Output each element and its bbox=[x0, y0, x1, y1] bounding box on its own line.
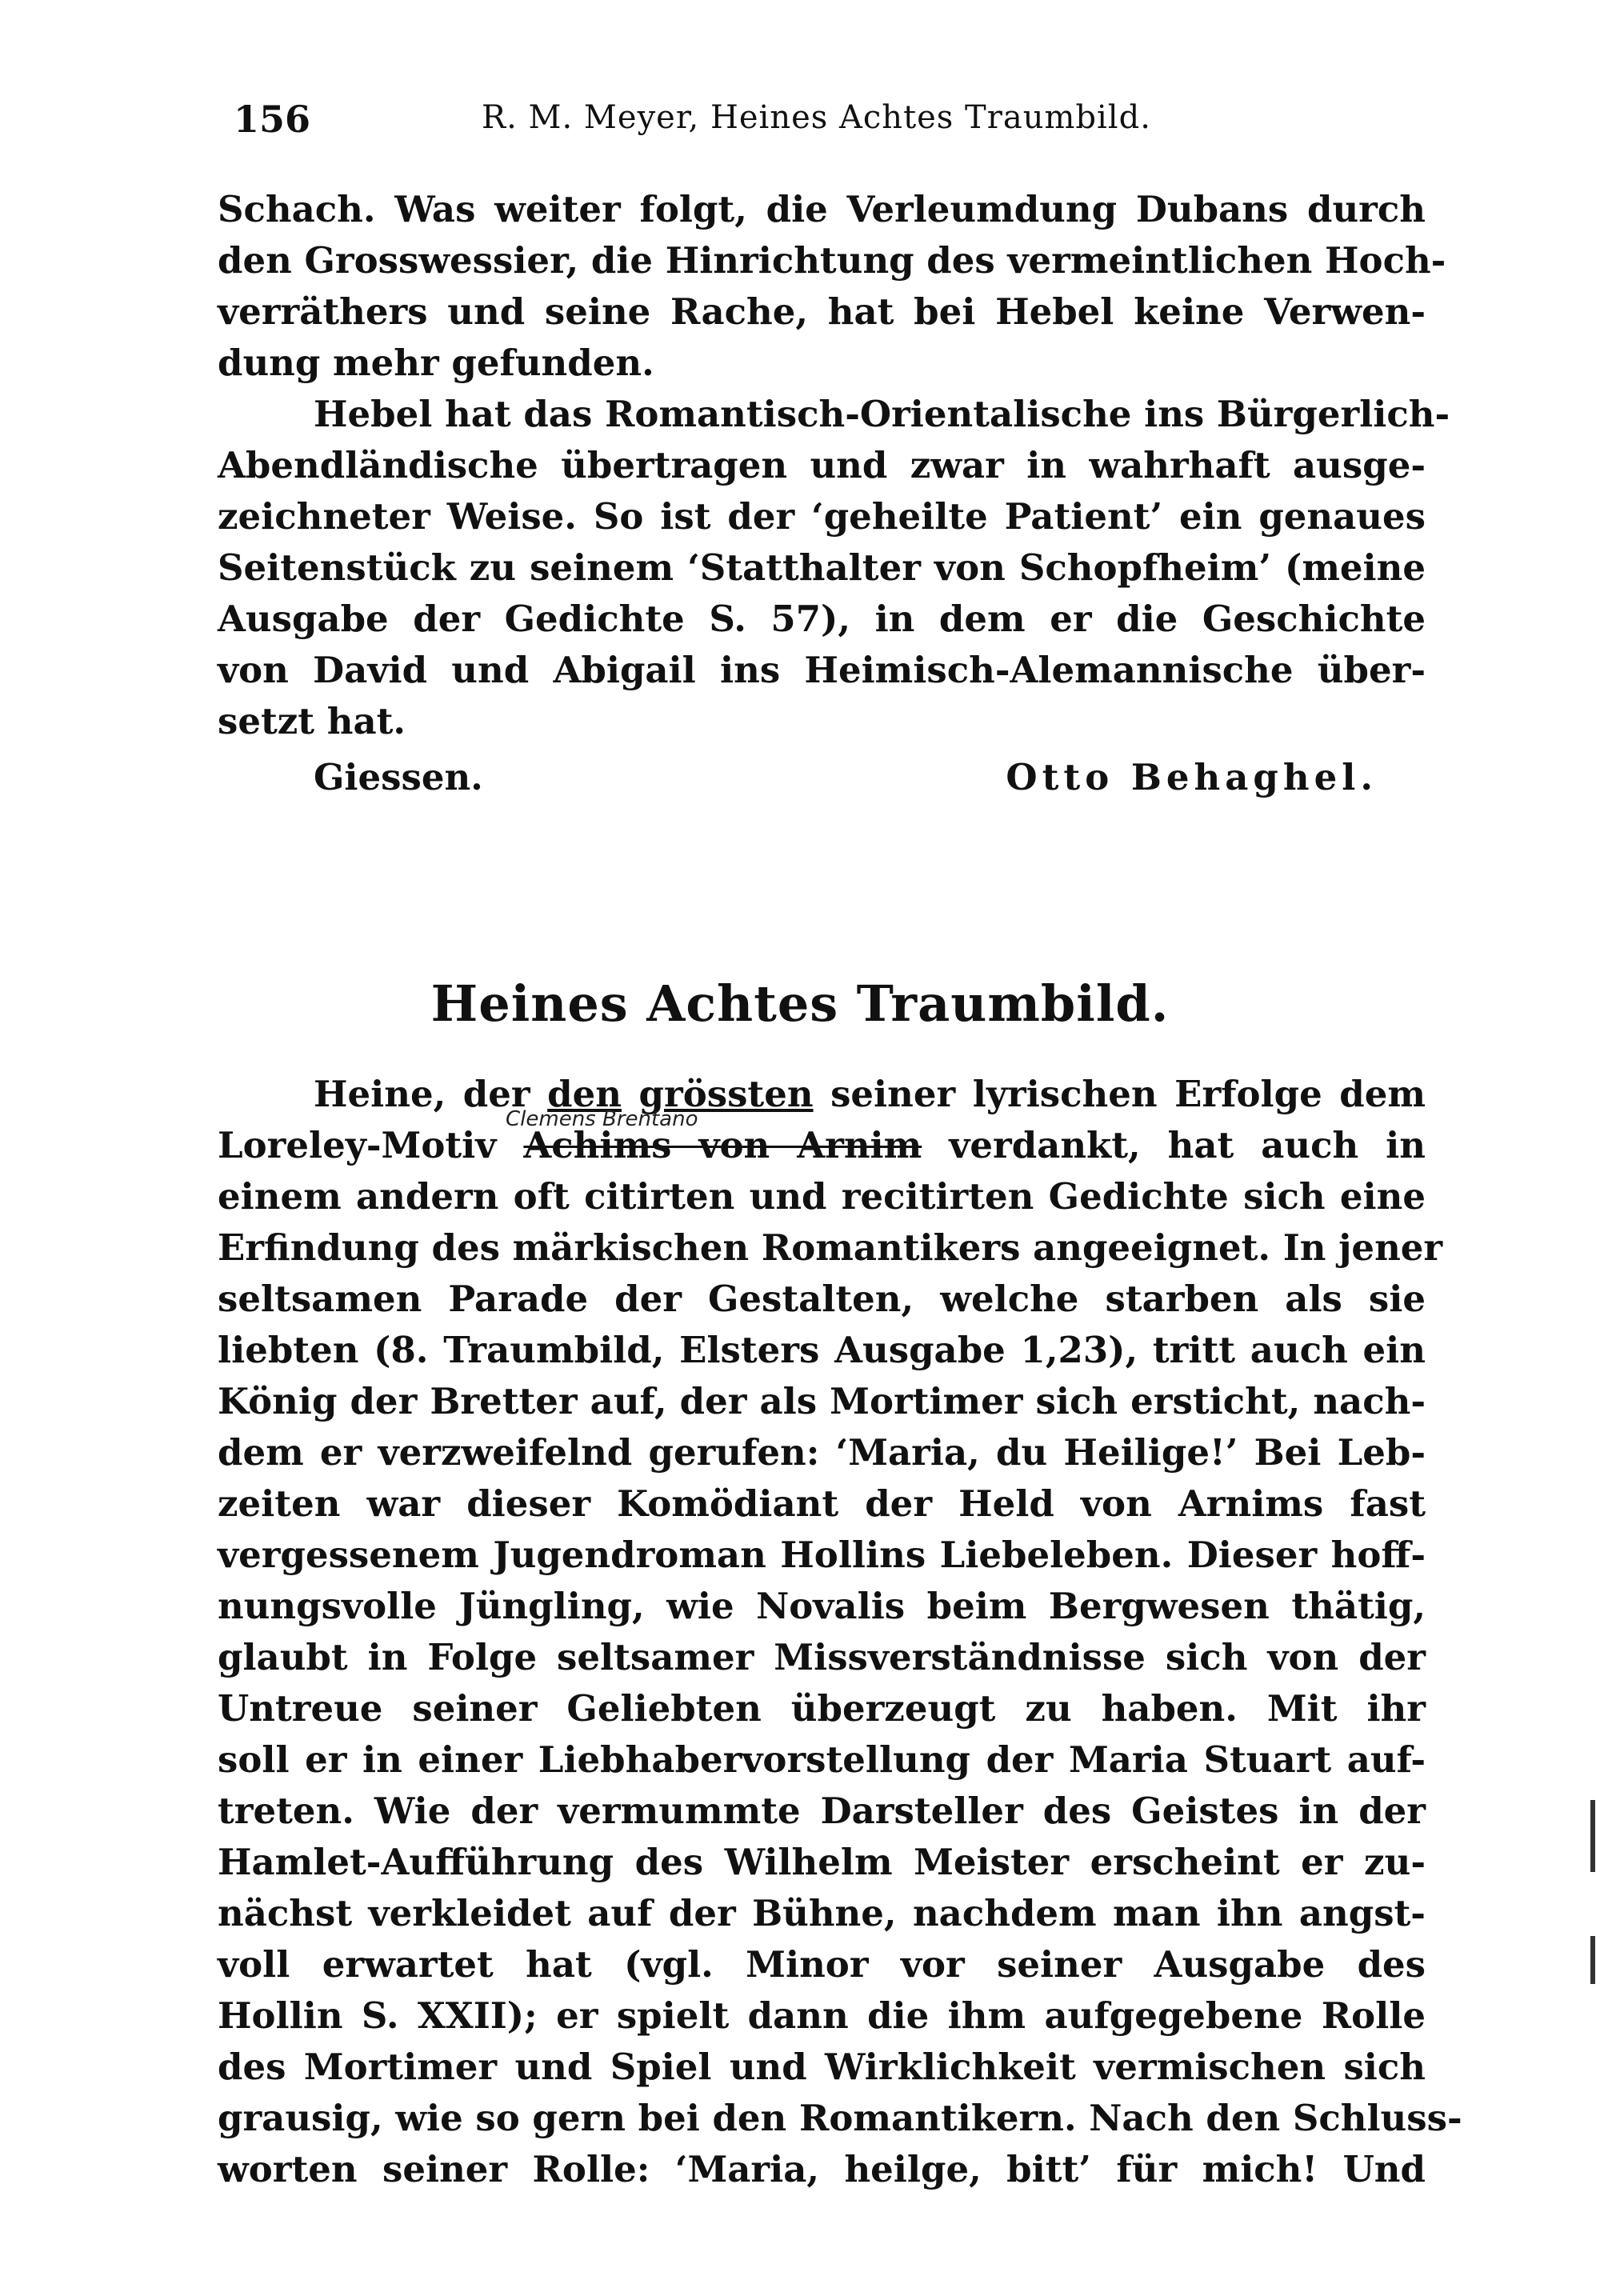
text-line: von David und Abigail ins Heimisch-Alemannische über- bbox=[218, 649, 1426, 691]
text-line: dem er verzweifelnd gerufen: ‘Maria, du Heilige!’ Bei Leb- bbox=[218, 1431, 1426, 1474]
text-line: Schach. Was weiter folgt, die Verleumdung Dubans durch bbox=[218, 188, 1426, 230]
text-line: worten seiner Rolle: ‘Maria, heilge, bitt’ für mich! Und bbox=[218, 2148, 1426, 2190]
signoff-author: Otto Behaghel. bbox=[1006, 756, 1378, 798]
text-line: Hebel hat das Romantisch-Orientalische ins Bürgerlich- bbox=[314, 393, 1450, 435]
page-number: 156 bbox=[234, 98, 311, 141]
underlined-word: den bbox=[547, 1073, 622, 1115]
text-line: liebten (8. Traumbild, Elsters Ausgabe 1,23), tritt auch ein bbox=[218, 1329, 1426, 1371]
text-line: treten. Wie der vermummte Darsteller des Geistes in der bbox=[218, 1790, 1426, 1832]
text-line: Hollin S. XXII); er spielt dann die ihm aufgegebene Rolle bbox=[218, 1994, 1426, 2037]
text-line: Abendländische übertragen und zwar in wahrhaft ausge- bbox=[218, 444, 1426, 486]
signoff-place: Giessen. bbox=[314, 756, 483, 798]
underlined-word: grössten bbox=[638, 1073, 814, 1115]
signoff bbox=[218, 754, 1426, 802]
text-line: vergessenem Jugendroman Hollins Liebeleben. Dieser hoff- bbox=[218, 1534, 1426, 1576]
text-line: einem andern oft citirten und recitirten Gedichte sich eine bbox=[218, 1175, 1426, 1218]
text-line: Erfindung des märkischen Romantikers angeeignet. In jener bbox=[218, 1226, 1443, 1269]
text-line: des Mortimer und Spiel und Wirklichkeit vermischen sich bbox=[218, 2046, 1426, 2088]
text-line: König der Bretter auf, der als Mortimer sich ersticht, nach- bbox=[218, 1380, 1426, 1422]
scan-edge-mark bbox=[1590, 1936, 1595, 1984]
text-line: Untreue seiner Geliebten überzeugt zu haben. Mit ihr bbox=[218, 1687, 1426, 1730]
struck-text: Achims von Arnim bbox=[523, 1124, 922, 1166]
text-run: verdankt, hat auch in bbox=[922, 1124, 1426, 1166]
text-line: soll er in einer Liebhabervorstellung der Maria Stuart auf- bbox=[218, 1738, 1426, 1781]
text-line: Hamlet-Aufführung des Wilhelm Meister erscheint er zu- bbox=[218, 1841, 1426, 1883]
text-line: setzt hat. bbox=[218, 700, 406, 742]
page-header bbox=[234, 98, 1410, 154]
running-title: R. M. Meyer, Heines Achtes Traumbild. bbox=[482, 99, 1151, 136]
text-line: den Grosswessier, die Hinrichtung des vermeintlichen Hoch- bbox=[218, 239, 1446, 282]
text-line: voll erwartet hat (vgl. Minor vor seiner Ausgabe des bbox=[218, 1943, 1426, 1986]
handwritten-correction: Clemens Brentano bbox=[506, 1107, 698, 1131]
text-line-first bbox=[218, 1070, 1426, 1118]
text-line: dung mehr gefunden. bbox=[218, 342, 654, 384]
text-line: seltsamen Parade der Gestalten, welche starben als sie bbox=[218, 1278, 1426, 1320]
text-line: nungsvolle Jüngling, wie Novalis beim Bergwesen thätig, bbox=[218, 1585, 1426, 1627]
scan-edge-mark bbox=[1590, 1800, 1595, 1872]
text-line: verräthers und seine Rache, hat bei Hebel keine Verwen- bbox=[218, 290, 1426, 333]
text-run: Heine, der bbox=[314, 1073, 548, 1115]
text-line: grausig, wie so gern bei den Romantikern. Nach den Schluss- bbox=[218, 2097, 1462, 2139]
text-line-second bbox=[218, 1122, 1426, 1170]
text-run: seiner lyrischen Erfolge dem bbox=[813, 1073, 1426, 1115]
text-line: nächst verkleidet auf der Bühne, nachdem man ihn angst- bbox=[218, 1892, 1426, 1934]
article-title: Heines Achtes Traumbild. bbox=[430, 974, 1170, 1033]
text-line: zeichneter Weise. So ist der ‘geheilte Patient’ ein genaues bbox=[218, 495, 1426, 538]
text-line: Seitenstück zu seinem ‘Statthalter von Schopfheim’ (meine bbox=[218, 546, 1426, 589]
text-run: Loreley-Motiv bbox=[218, 1124, 524, 1166]
text-line: zeiten war dieser Komödiant der Held von Arnims fast bbox=[218, 1482, 1426, 1525]
text-line: Ausgabe der Gedichte S. 57), in dem er die Geschichte bbox=[218, 598, 1426, 640]
text-line: glaubt in Folge seltsamer Missverständnisse sich von der bbox=[218, 1636, 1426, 1678]
